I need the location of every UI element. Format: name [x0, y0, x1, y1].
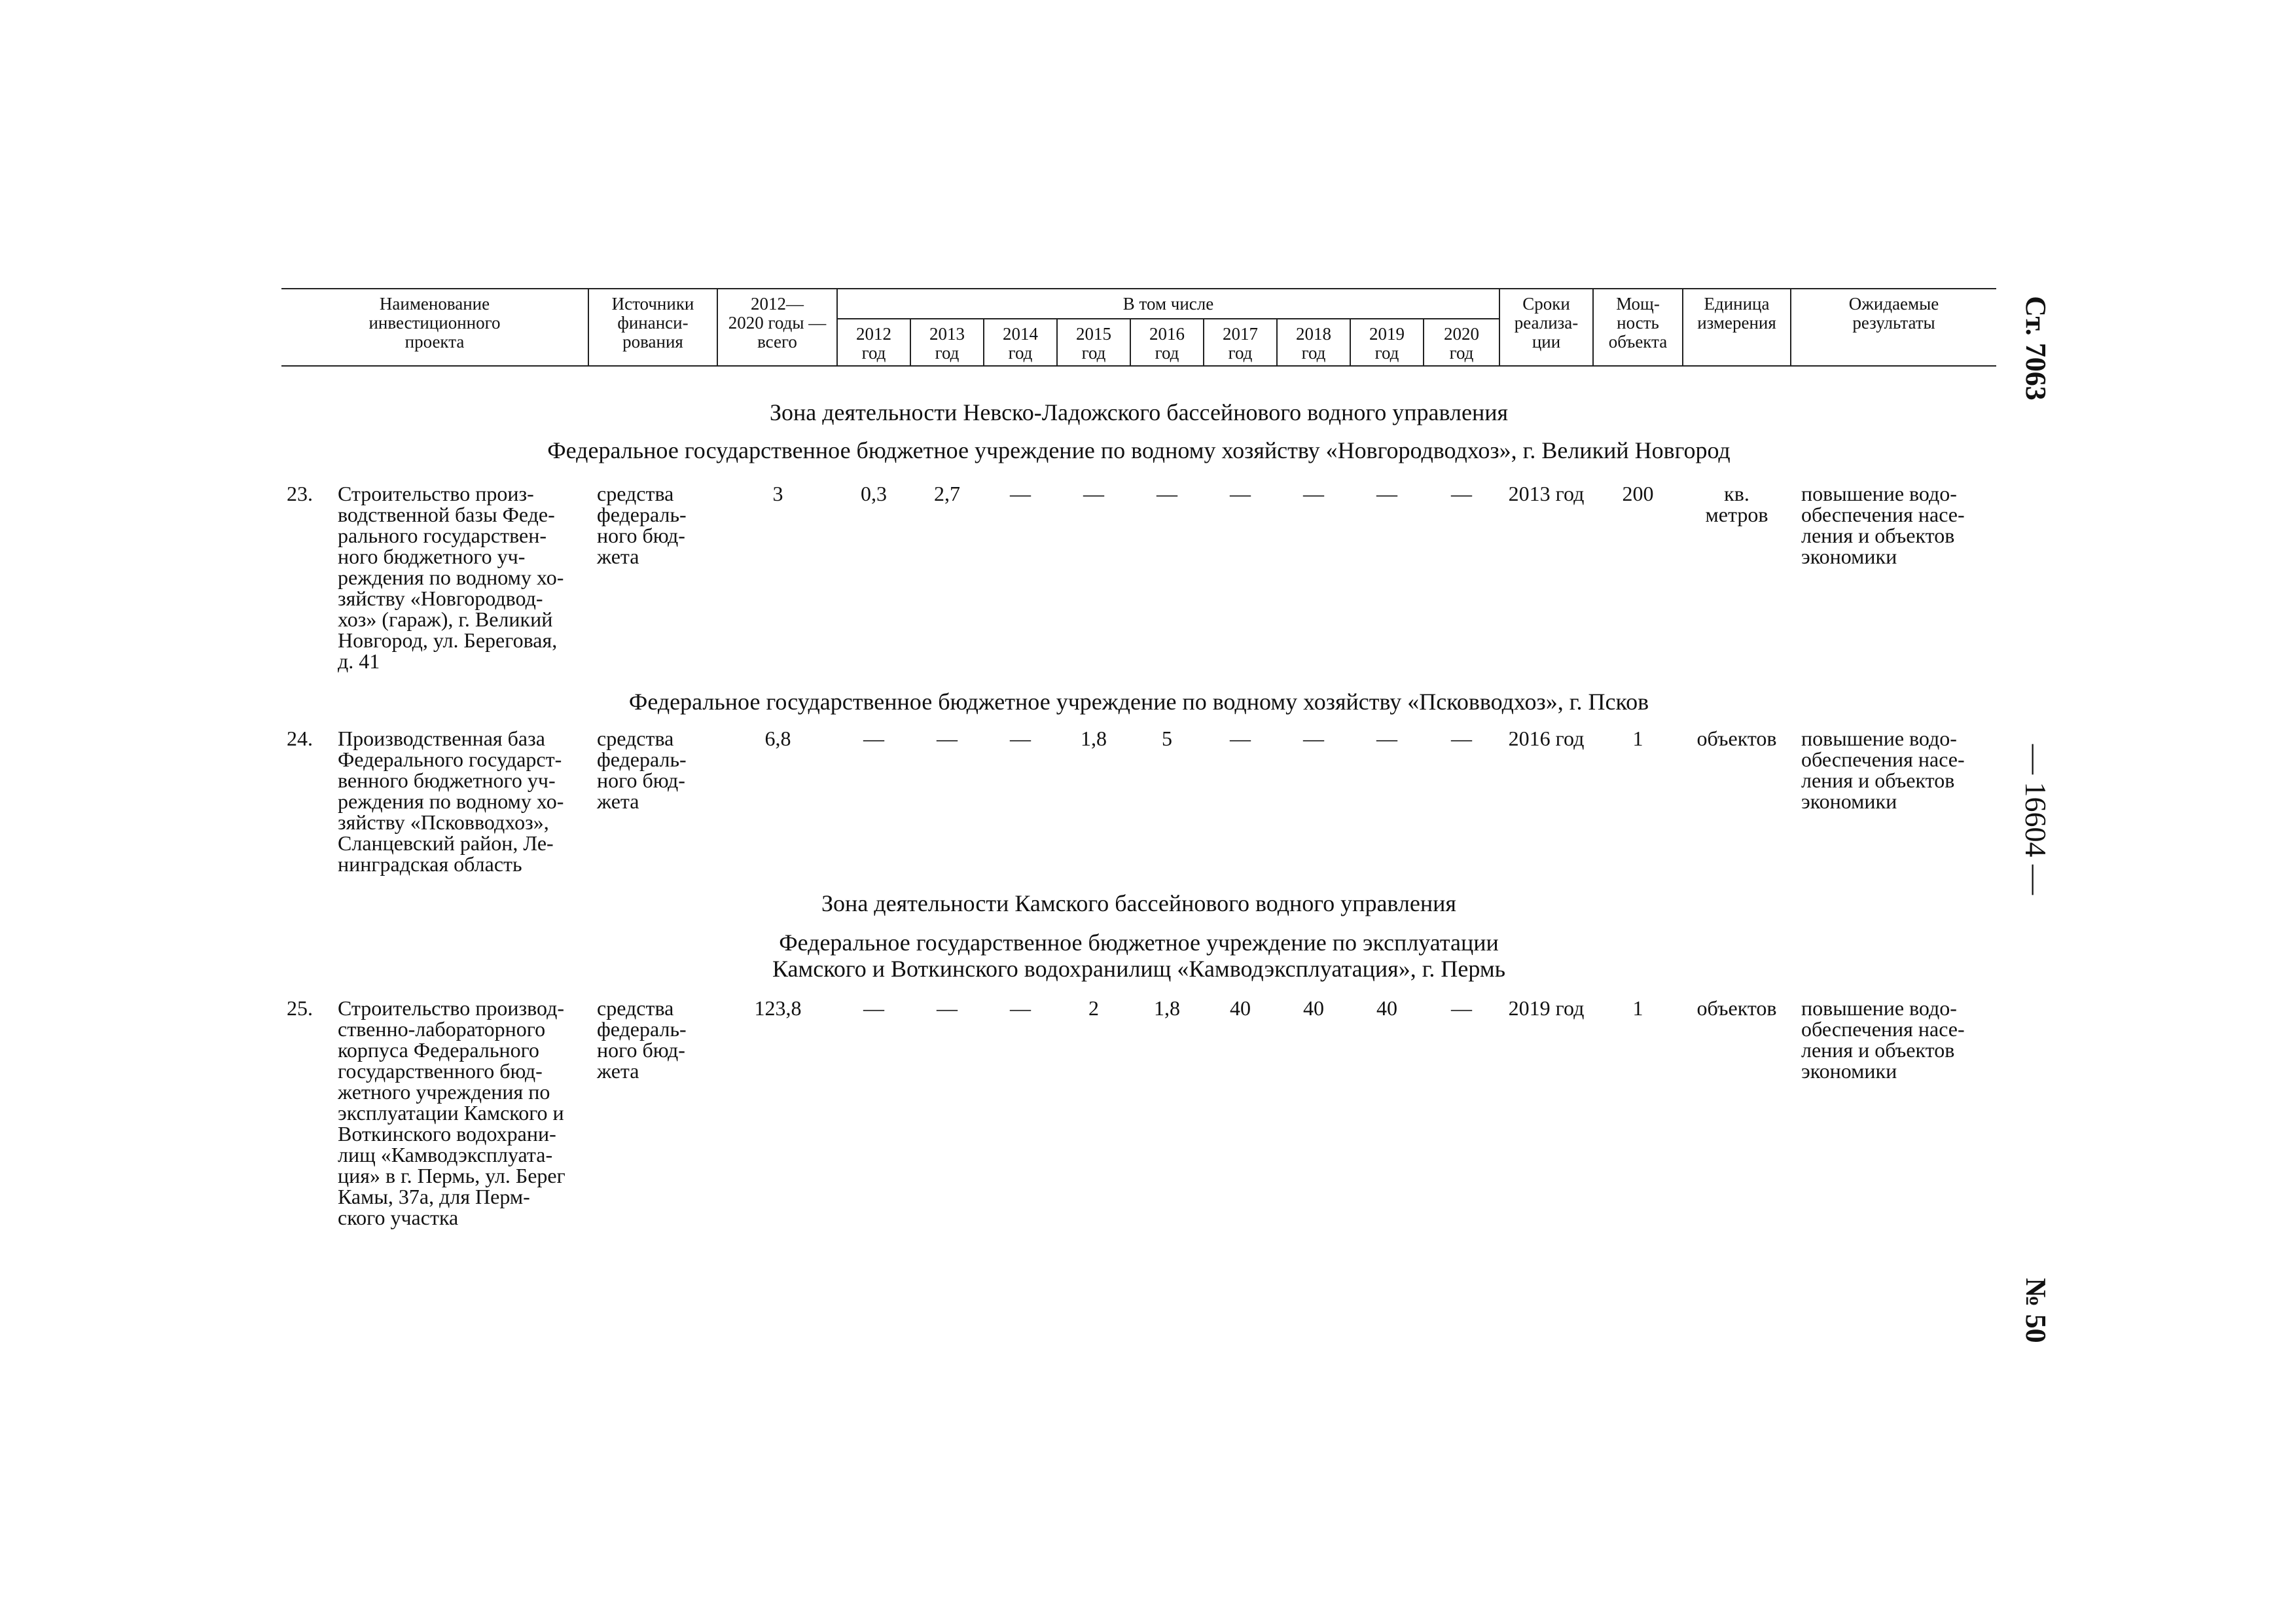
unit: объектов: [1696, 727, 1777, 750]
implementation-period: 2019 год: [1508, 996, 1585, 1020]
amount-2019: 40: [1376, 996, 1397, 1020]
header-including: В том числе: [1122, 294, 1214, 314]
amount-2013: —: [937, 727, 958, 750]
row-number: 24.: [287, 727, 313, 750]
issue-number: № 50: [2020, 1278, 2052, 1343]
amount-2012: —: [863, 727, 884, 750]
funding-source: средства федераль- ного бюд- жета: [597, 996, 687, 1083]
amount-2012: —: [863, 996, 884, 1020]
header-year-2020: 2020 год: [1444, 324, 1479, 363]
header-year-2013: 2013 год: [929, 324, 965, 363]
header-funding-source: Источники финанси- рования: [611, 294, 694, 352]
project-name: Строительство произ- водственной базы Феде- рального государствен- ного бюджетного уч- реждения по водному хо- зяйству «Новгородвод- хоз» (гараж), г. Великий Новгород, ул. Береговая, д. 41: [338, 482, 564, 673]
amount-2017: 40: [1230, 996, 1251, 1020]
amount-2018: —: [1303, 482, 1324, 505]
zone-heading-nevsko-ladozhsky: Зона деятельности Невско-Ладожского бассейнового водного управления: [769, 399, 1509, 425]
row-number: 23.: [287, 482, 313, 505]
header-year-2018: 2018 год: [1296, 324, 1331, 363]
expected-result: повышение водо- обеспечения насе- ления и объектов экономики: [1801, 727, 1965, 813]
unit: кв. метров: [1705, 482, 1768, 526]
header-project-name: Наименование инвестиционного проекта: [368, 294, 501, 352]
amount-2015: 2: [1088, 996, 1099, 1020]
table-header: [281, 288, 1996, 367]
implementation-period: 2013 год: [1508, 482, 1585, 505]
amount-2015: —: [1083, 482, 1104, 505]
amount-2013: 2,7: [934, 482, 960, 505]
amount-2013: —: [937, 996, 958, 1020]
header-year-2014: 2014 год: [1003, 324, 1038, 363]
page-number: — 16604 —: [2019, 744, 2053, 895]
amount-2016: —: [1157, 482, 1177, 505]
total-amount: 123,8: [754, 996, 802, 1020]
amount-2019: —: [1376, 727, 1397, 750]
capacity: 200: [1622, 482, 1654, 505]
project-name: Производственная база Федерального государст- венного бюджетного уч- реждения по водному хо- зяйству «Псковводхоз», Сланцевский район, Ле- нинградская область: [338, 727, 564, 876]
project-name: Строительство производ- ственно-лабораторного корпуса Федерального государственного бюд- жетного учреждения по эксплуатации Камского и Воткинского водохрани- лищ «Камводэксплуата- ция» в г. Пермь, ул. Берег Камы, 37а, для Перм- ского участка: [338, 996, 565, 1229]
org-heading-pskovvodkhoz: Федеральное государственное бюджетное учреждение по водному хозяйству «Псковводхоз», г. Псков: [628, 689, 1649, 715]
header-total: 2012— 2020 годы — всего: [728, 294, 827, 352]
amount-2015: 1,8: [1081, 727, 1107, 750]
capacity: 1: [1632, 727, 1643, 750]
zone-heading-kamsky: Зона деятельности Камского бассейнового водного управления: [821, 890, 1456, 916]
org-heading-novgorodvodkhoz: Федеральное государственное бюджетное учреждение по водному хозяйству «Новгородводхоз», г. Великий Новгород: [547, 437, 1731, 463]
amount-2020: —: [1451, 996, 1472, 1020]
funding-source: средства федераль- ного бюд- жета: [597, 727, 687, 813]
amount-2014: —: [1010, 727, 1031, 750]
total-amount: 6,8: [764, 727, 791, 750]
header-year-2019: 2019 год: [1369, 324, 1405, 363]
header-year-2012: 2012 год: [856, 324, 891, 363]
capacity: 1: [1632, 996, 1643, 1020]
row-number: 25.: [287, 996, 313, 1020]
amount-2018: 40: [1303, 996, 1324, 1020]
org-heading-kamvodekspluatatsiya: Федеральное государственное бюджетное учреждение по эксплуатации Камского и Воткинского водохранилищ «Камводэксплуатация», г. Пермь: [772, 929, 1506, 982]
header-year-2015: 2015 год: [1076, 324, 1111, 363]
unit: объектов: [1696, 996, 1777, 1020]
header-implementation-period: Сроки реализа- ции: [1514, 294, 1579, 352]
amount-2014: —: [1010, 996, 1031, 1020]
header-year-2017: 2017 год: [1223, 324, 1258, 363]
header-unit: Единица измерения: [1697, 294, 1776, 333]
funding-source: средства федераль- ного бюд- жета: [597, 482, 687, 568]
total-amount: 3: [772, 482, 783, 505]
implementation-period: 2016 год: [1508, 727, 1585, 750]
header-capacity: Мощ- ность объекта: [1608, 294, 1668, 352]
amount-2020: —: [1451, 482, 1472, 505]
amount-2016: 5: [1162, 727, 1172, 750]
amount-2016: 1,8: [1154, 996, 1180, 1020]
amount-2017: —: [1230, 727, 1251, 750]
amount-2012: 0,3: [861, 482, 887, 505]
amount-2020: —: [1451, 727, 1472, 750]
article-number: Ст. 7063: [2020, 296, 2052, 401]
header-expected-results: Ожидаемые результаты: [1848, 294, 1939, 333]
amount-2018: —: [1303, 727, 1324, 750]
amount-2019: —: [1376, 482, 1397, 505]
expected-result: повышение водо- обеспечения насе- ления и объектов экономики: [1801, 996, 1965, 1083]
header-year-2016: 2016 год: [1149, 324, 1185, 363]
amount-2014: —: [1010, 482, 1031, 505]
amount-2017: —: [1230, 482, 1251, 505]
expected-result: повышение водо- обеспечения насе- ления и объектов экономики: [1801, 482, 1965, 568]
